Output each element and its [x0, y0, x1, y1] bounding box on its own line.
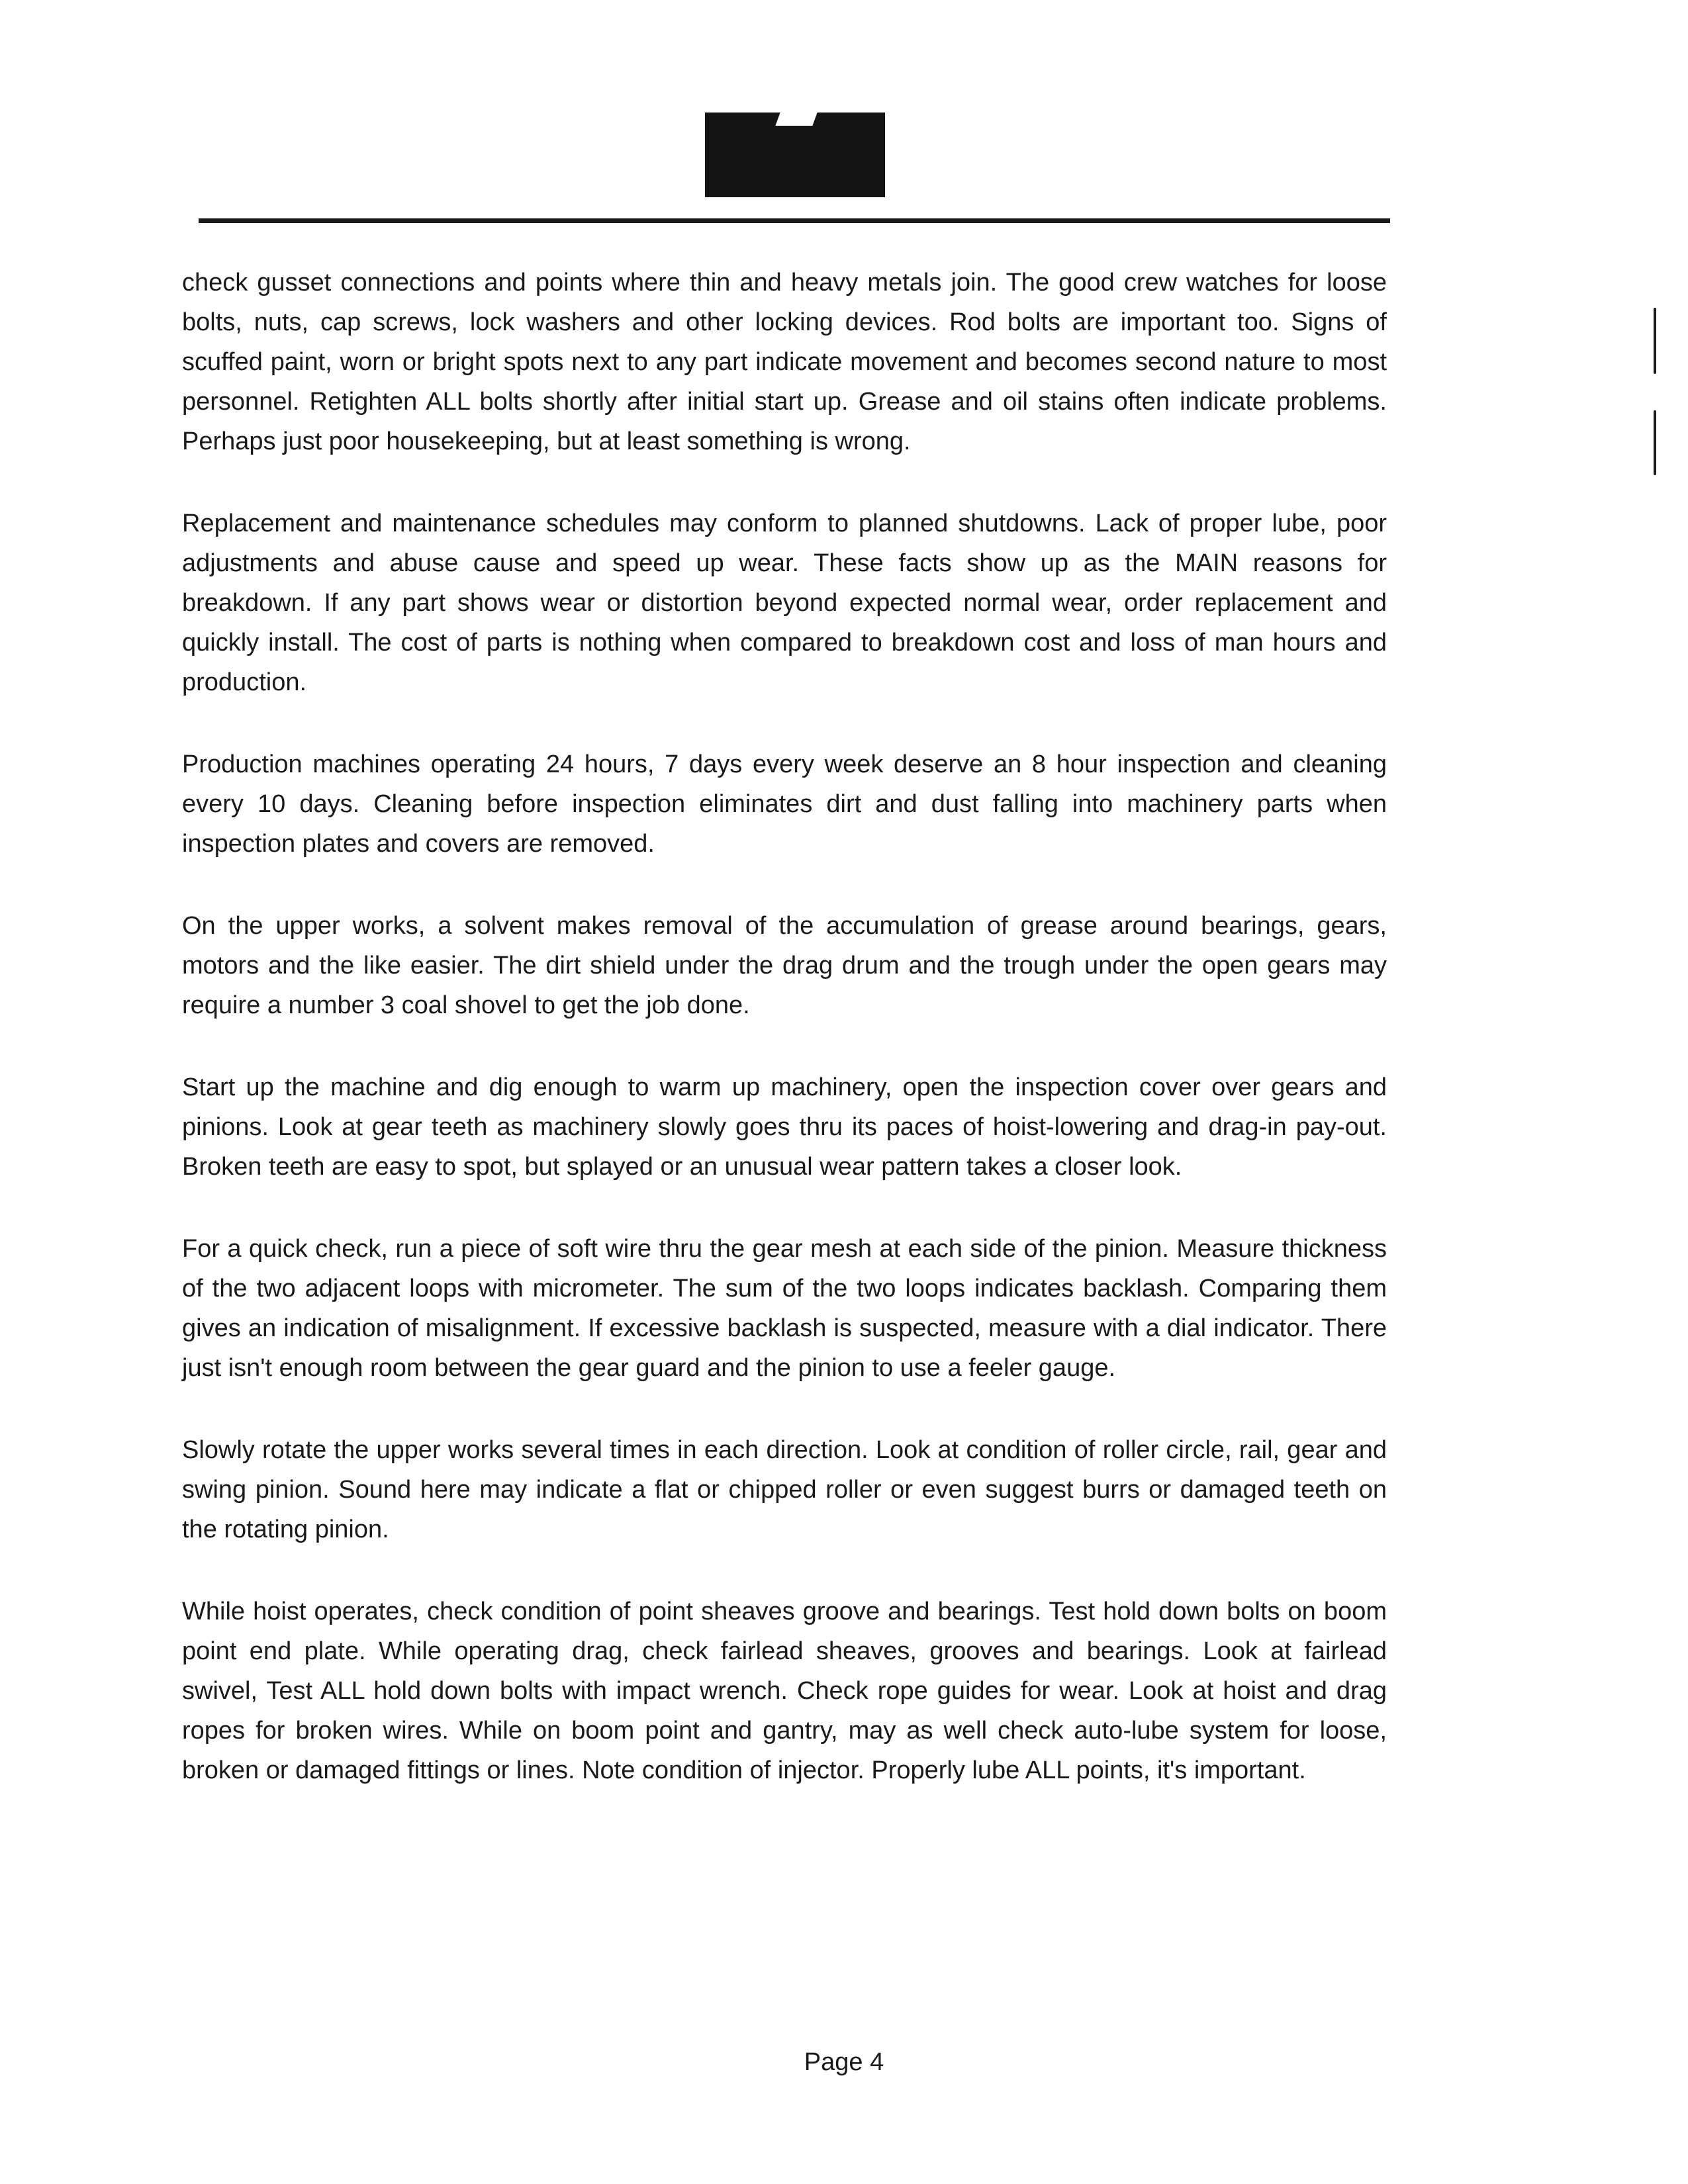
paragraph: Slowly rotate the upper works several times in each direction. Look at condition of roller circle, rail, gear and swing pinion. Sound here may indicate a flat or chipped roller or even suggest burrs or damaged teeth on the rotating pinion.: [182, 1436, 1387, 1543]
paragraph: Replacement and maintenance schedules may conform to planned shutdowns. Lack of proper lube, poor adjustments and abuse cause and speed up wear. These facts show up as the MAIN reasons for breakdown. If any part shows wear or distortion beyond expected normal wear, order replacement and quickly install. The cost of parts is nothing when compared to breakdown cost and loss of man hours and production.: [182, 510, 1387, 696]
logo-notch: [775, 113, 817, 126]
paragraph: For a quick check, run a piece of soft wire thru the gear mesh at each side of the pinion. Measure thickness of the two adjacent loops with micrometer. The sum of the two loops indicates backlash. Comparing them gives an indication of misalignment. If excessive backlash is suspected, measure with a dial indicator. There just isn't enough room between the gear guard and the pinion to use a feeler gauge.: [182, 1235, 1387, 1382]
revision-bar: [1654, 308, 1656, 374]
page-number: Page 4: [804, 2048, 884, 2076]
body-text: [182, 263, 1387, 1833]
company-logo: [705, 113, 885, 197]
paragraph: Start up the machine and dig enough to warm up machinery, open the inspection cover over gears and pinions. Look at gear teeth as machinery slowly goes thru its paces of hoist-lowering and drag-in pay-out. Broken teeth are easy to spot, but splayed or an unusual wear pattern takes a closer look.: [182, 1073, 1387, 1181]
paragraph: check gusset connections and points where thin and heavy metals join. The good crew watches for loose bolts, nuts, cap screws, lock washers and other locking devices. Rod bolts are important too. Signs of scuffed paint, worn or bright spots next to any part indicate movement and becomes second nature to most personnel. Retighten ALL bolts shortly after initial start up. Grease and oil stains often indicate problems. Perhaps just poor housekeeping, but at least something is wrong.: [182, 269, 1387, 455]
paragraph: On the upper works, a solvent makes removal of the accumulation of grease around bearings, gears, motors and the like easier. The dirt shield under the drag drum and the trough under the open gears may require a number 3 coal shovel to get the job done.: [182, 912, 1387, 1019]
revision-bar: [1654, 410, 1656, 475]
paragraph: Production machines operating 24 hours, 7 days every week deserve an 8 hour inspection and cleaning every 10 days. Cleaning before inspection eliminates dirt and dust falling into machinery parts when inspection plates and covers are removed.: [182, 751, 1387, 858]
paragraph: While hoist operates, check condition of point sheaves groove and bearings. Test hold down bolts on boom point end plate. While operating drag, check fairlead sheaves, grooves and bearings. Look at fairlead swivel, Test ALL hold down bolts with impact wrench. Check rope guides for wear. Look at hoist and drag ropes for broken wires. While on boom point and gantry, may as well check auto-lube system for loose, broken or damaged fittings or lines. Note condition of injector. Properly lube ALL points, it's important.: [182, 1598, 1387, 1784]
header-rule: [199, 218, 1390, 223]
